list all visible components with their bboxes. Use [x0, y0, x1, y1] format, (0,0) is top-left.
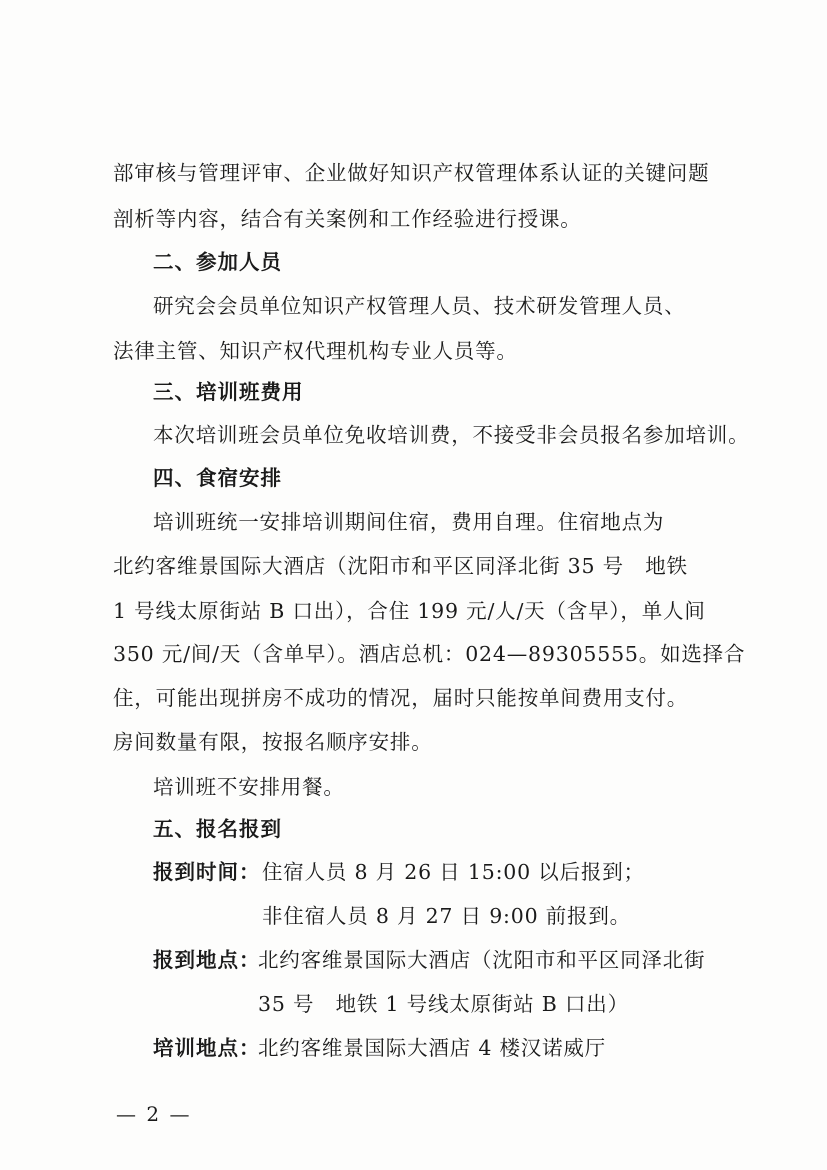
paragraph-line: 房间数量有限，按报名顺序安排。	[113, 730, 433, 754]
checkin-time-value: 非住宿人员 8 月 27 日 9:00 前报到。	[262, 904, 631, 928]
checkin-time-value: 住宿人员 8 月 26 日 15:00 以后报到；	[262, 860, 645, 884]
paragraph-line: 1 号线太原街站 B 口出），合住 199 元/人/天（含早），单人间	[113, 599, 706, 623]
checkin-place-label: 报到地点：	[153, 948, 261, 972]
section-heading-fees: 三、培训班费用	[153, 380, 304, 404]
section-heading-participants: 二、参加人员	[153, 250, 282, 274]
paragraph-line: 法律主管、知识产权代理机构专业人员等。	[113, 339, 518, 363]
paragraph-line: 研究会会员单位知识产权管理人员、技术研发管理人员、	[153, 294, 686, 318]
checkin-place-value: 北约客维景国际大酒店（沈阳市和平区同泽北街	[258, 948, 706, 972]
paragraph-line: 培训班不安排用餐。	[153, 775, 345, 799]
paragraph-line: 部审核与管理评审、企业做好知识产权管理体系认证的关键问题	[113, 161, 710, 185]
training-place-value: 北约客维景国际大酒店 4 楼汉诺威厅	[258, 1036, 606, 1060]
section-heading-accommodation: 四、食宿安排	[153, 466, 282, 490]
paragraph-line: 北约客维景国际大酒店（沈阳市和平区同泽北街 35 号 地铁	[113, 554, 688, 578]
training-place-label: 培训地点：	[153, 1036, 261, 1060]
paragraph-line: 本次培训班会员单位免收培训费，不接受非会员报名参加培训。	[153, 423, 750, 447]
checkin-place-value: 35 号 地铁 1 号线太原街站 B 口出）	[258, 992, 629, 1016]
paragraph-line: 住，可能出现拼房不成功的情况，届时只能按单间费用支付。	[113, 686, 689, 710]
paragraph-line: 剖析等内容，结合有关案例和工作经验进行授课。	[113, 207, 582, 231]
checkin-time-label: 报到时间：	[153, 860, 261, 884]
page-number: — 2 —	[116, 1102, 192, 1126]
paragraph-line: 350 元/间/天（含单早）。酒店总机：024—89305555。如选择合	[113, 642, 746, 666]
paragraph-line: 培训班统一安排培训期间住宿，费用自理。住宿地点为	[153, 510, 665, 534]
section-heading-registration: 五、报名报到	[153, 817, 282, 841]
